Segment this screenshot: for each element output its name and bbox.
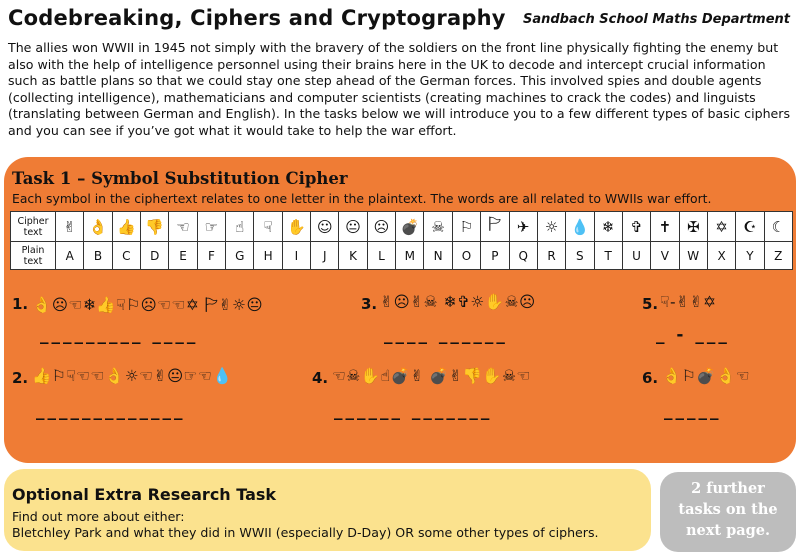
cipher-symbol-cell: ✈	[509, 212, 537, 242]
plain-letter-cell: K	[339, 242, 367, 270]
cipher-row	[11, 212, 793, 242]
cipher-symbol-cell: ☾	[764, 212, 792, 242]
further-line-1: 2 further	[691, 480, 765, 497]
extra-title: Optional Extra Research Task	[12, 485, 277, 504]
plain-letter-cell: Z	[764, 242, 792, 270]
plain-letter-cell: R	[537, 242, 565, 270]
q6-number: 6.	[642, 369, 659, 387]
plain-letter-cell: B	[84, 242, 112, 270]
plain-letter-cell: J	[311, 242, 339, 270]
cipher-symbol-cell: ✌	[56, 212, 84, 242]
plain-text-label: Plain text	[11, 242, 56, 270]
plain-letter-cell: P	[481, 242, 509, 270]
q6-blanks[interactable]: _____	[664, 401, 722, 421]
q1-number: 1.	[12, 295, 29, 313]
q4-number: 4.	[312, 369, 329, 387]
further-line-3: next page.	[685, 522, 771, 539]
q2-cipher: 👍⚐☟☜☜👌☼☜✌😐☞☜💧	[32, 367, 233, 385]
extra-research-panel	[4, 469, 651, 551]
plain-letter-cell: F	[197, 242, 225, 270]
extra-line-1: Find out more about either:	[12, 509, 185, 524]
q1-cipher: 👌☹☜❄👍☟⚐☹☜☜✡ 🏱✌☼😐	[32, 296, 264, 314]
q3-blanks[interactable]: ____ ______	[384, 325, 508, 345]
plain-letter-cell: O	[452, 242, 480, 270]
cipher-symbol-cell: ☞	[197, 212, 225, 242]
cipher-symbol-cell: ☟	[254, 212, 282, 242]
q6-cipher: 👌⚐💣👌☜	[662, 367, 751, 385]
cipher-symbol-cell: 👌	[84, 212, 112, 242]
plain-letter-cell: A	[56, 242, 84, 270]
task1-title: Task 1 – Symbol Substitution Cipher	[12, 169, 348, 188]
plain-letter-cell: Q	[509, 242, 537, 270]
cipher-symbol-cell: ✋	[282, 212, 310, 242]
cipher-symbol-cell: ✞	[622, 212, 650, 242]
q4-blanks[interactable]: ______ _______	[334, 401, 493, 421]
plain-letter-cell: U	[622, 242, 650, 270]
cipher-key-table	[10, 211, 793, 270]
department-label: Sandbach School Maths Department	[522, 12, 790, 27]
cipher-symbol-cell: ☝	[226, 212, 254, 242]
cipher-text-label: Cipher text	[11, 212, 56, 242]
cipher-symbol-cell: ✝	[651, 212, 679, 242]
further-line-2: tasks on the	[678, 501, 778, 518]
cipher-symbol-cell: 👍	[112, 212, 140, 242]
plain-letter-cell: M	[396, 242, 424, 270]
plain-letter-cell: X	[707, 242, 735, 270]
q2-blanks[interactable]: _____________	[36, 401, 186, 421]
plain-letter-cell: D	[141, 242, 169, 270]
cipher-symbol-cell: 🏱	[481, 212, 509, 242]
cipher-symbol-cell: 😐	[339, 212, 367, 242]
task1-panel	[4, 157, 796, 463]
plain-letter-cell: E	[169, 242, 197, 270]
task1-description: Each symbol in the ciphertext relates to one letter in the plaintext. The words are all related to WWIIs war effort.	[12, 191, 712, 206]
q5-cipher: ☟-✌✌✡	[660, 293, 717, 311]
cipher-symbol-cell: ☠	[424, 212, 452, 242]
cipher-symbol-cell: ☪	[736, 212, 764, 242]
cipher-symbol-cell: ☼	[537, 212, 565, 242]
page-title: Codebreaking, Ciphers and Cryptography	[8, 6, 506, 30]
plain-letter-cell: N	[424, 242, 452, 270]
plain-letter-cell: S	[566, 242, 594, 270]
q4-cipher: ☜☠✋☝💣✌ 💣✌👎✋☠☜	[332, 367, 531, 385]
plain-letter-cell: L	[367, 242, 395, 270]
cipher-symbol-cell: 💧	[566, 212, 594, 242]
q5-blanks[interactable]: _ - ___	[656, 325, 730, 345]
plain-letter-cell: C	[112, 242, 140, 270]
cipher-symbol-cell: ☺	[311, 212, 339, 242]
q3-number: 3.	[361, 295, 378, 313]
plain-letter-cell: T	[594, 242, 622, 270]
extra-line-2: Bletchley Park and what they did in WWII (especially D-Day) OR some other types of ciphers.	[12, 525, 599, 540]
cipher-symbol-cell: ⚐	[452, 212, 480, 242]
cipher-symbol-cell: ✠	[679, 212, 707, 242]
cipher-symbol-cell: 👎	[141, 212, 169, 242]
plain-row	[11, 242, 793, 270]
q3-cipher: ✌☹✌☠ ❄✞☼✋☠☹	[380, 293, 536, 311]
cipher-symbol-cell: ☜	[169, 212, 197, 242]
cipher-symbol-cell: ❄	[594, 212, 622, 242]
q1-blanks[interactable]: _________ ____	[40, 325, 199, 345]
plain-letter-cell: W	[679, 242, 707, 270]
q5-number: 5.	[642, 295, 659, 313]
cipher-symbol-cell: ✡	[707, 212, 735, 242]
plain-letter-cell: H	[254, 242, 282, 270]
q2-number: 2.	[12, 369, 29, 387]
cipher-symbol-cell: ☹	[367, 212, 395, 242]
plain-letter-cell: G	[226, 242, 254, 270]
cipher-symbol-cell: 💣	[396, 212, 424, 242]
plain-letter-cell: V	[651, 242, 679, 270]
plain-letter-cell: I	[282, 242, 310, 270]
intro-paragraph: The allies won WWII in 1945 not simply with the bravery of the soldiers on the front line physically fighting the enemy but also with the help of intelligence personnel using their brains here in the UK to decode and intercept crucial information such as battle plans so that we could stay one step ahead of the German forces. This involved spies and double agents (collecting intelligence), mathematicians and computer scientists (creating machines to crack the codes) and linguists (translating between German and English). In the tasks below we will introduce you to a few different types of basic ciphers and you can see if you’ve got what it would take to help the war effort.	[8, 40, 791, 138]
plain-letter-cell: Y	[736, 242, 764, 270]
further-tasks-note	[660, 472, 796, 552]
